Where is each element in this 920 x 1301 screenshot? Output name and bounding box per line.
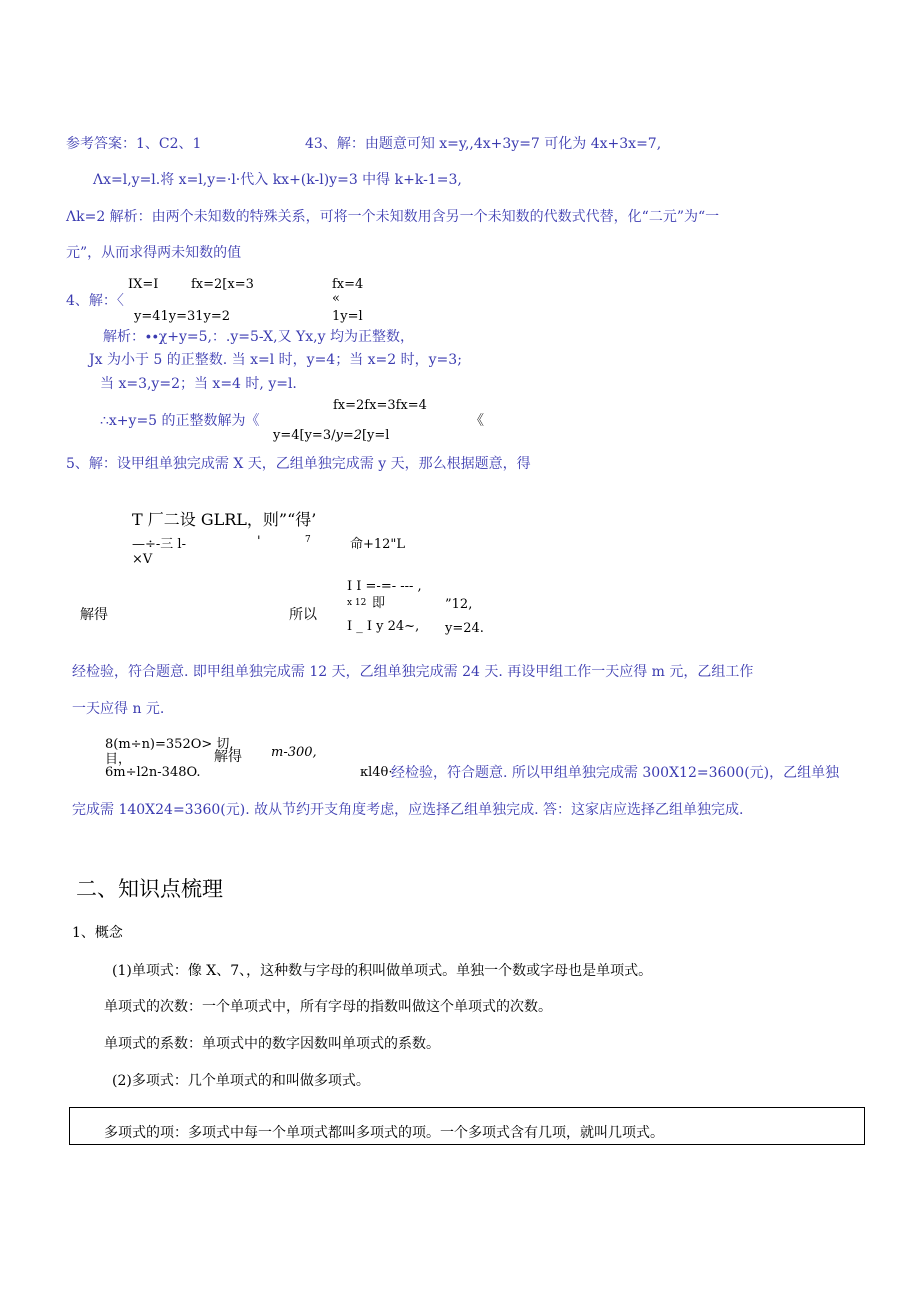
q5-garbled-eq-2d: 命+12"L	[350, 537, 406, 552]
concept-heading: 1、概念	[72, 925, 123, 941]
q5-money-eq-1: 8(m÷n)=352O> 切,	[105, 737, 234, 752]
answer-line-3: Λk=2 解析：由两个未知数的特殊关系，可将一个未知数用含另一个未知数的代数式代替，化“二元”为“一	[66, 209, 720, 225]
answer-line-1a: 参考答案：1、C2、1	[66, 136, 202, 152]
q5-money-jiede: 解得	[214, 749, 242, 765]
q5-garbled-eq-3: ×V	[132, 552, 153, 567]
q5-system-line-2: 即	[372, 596, 386, 611]
answer-line-2: Λx=l,y=l.将 x=l,y=·l·代入 kx+(k-l)y=3 中得 k+k-1=3,	[93, 172, 462, 188]
q4-system-top-c: fx=4	[332, 277, 364, 292]
q5-y-result: y=24.	[445, 621, 484, 636]
q5-check-1: 经检验，符合题意. 即甲组单独完成需 12 天，乙组单独完成需 24 天. 再设甲组工作一天应得 m 元，乙组工作	[72, 664, 754, 680]
q5-system-subscript: x 12	[347, 598, 367, 608]
q5-garbled-eq-1: T 厂二设 GLRL，则”“得’	[132, 510, 317, 529]
q5-money-eq-2: 6m÷l2n-348O.	[105, 765, 201, 780]
q5-money-mu: 目，	[105, 752, 132, 767]
q5-jiede-label: 解得	[80, 607, 108, 623]
polynomial-definition: (2)多项式：几个单项式的和叫做多项式。	[112, 1073, 370, 1089]
monomial-coefficient: 单项式的系数：单项式中的数字因数叫单项式的系数。	[104, 1036, 440, 1052]
answer-line-4: 元”，从而求得两未知数的值	[66, 245, 242, 261]
answer-line-1b: 43、解：由题意可知 x=y,,4x+3y=7 可化为 4x+3x=7,	[305, 136, 662, 152]
q5-x-result: ”12,	[445, 597, 473, 612]
section-title: 二、知识点梳理	[76, 877, 223, 901]
q5-check-2: 一天应得 n 元.	[72, 701, 165, 717]
q4-solution-label: ∴x+y=5 的正整数解为《	[100, 413, 260, 429]
q5-garbled-eq-2b: '	[257, 534, 261, 549]
q4-guillemet: «	[332, 291, 340, 306]
q5-final-1: 经检验，符合题意. 所以甲组单独完成需 300X12=3600(元)，乙组单独	[391, 765, 840, 781]
polynomial-term-text: 多项式的项：多项式中每一个单项式都叫多项式的项。一个多项式含有几项，就叫几项式。	[104, 1125, 664, 1141]
q5-system-line-3: I _ I y 24~,	[347, 619, 420, 634]
q4-solution-top: fx=2fx=3fx=4	[333, 398, 427, 413]
q4-system-top-b: fx=2[x=3	[191, 277, 254, 292]
q4-solution-bottom-a: y=4[y=3/	[273, 428, 336, 443]
q5-money-m: m-300,	[271, 745, 317, 760]
q5-final-2: 完成需 140X24=3360(元). 故从节约开支角度考虑，应选择乙组单独完成. 答：这家店应选择乙组单独完成.	[72, 802, 744, 818]
polynomial-term-box	[69, 1107, 865, 1145]
monomial-degree: 单项式的次数：一个单项式中，所有字母的指数叫做这个单项式的次数。	[104, 999, 552, 1015]
q4-analysis-1: 解析：∙∙χ+y=5,：.y=5-X,又 Yx,y 均为正整数，	[103, 329, 414, 345]
q4-system-bottom-c: 1y=l	[332, 309, 363, 324]
q5-garbled-eq-2a: —÷-三 l-	[132, 537, 186, 552]
q4-analysis-3: 当 x=3,y=2；当 x=4 时, y=l.	[100, 376, 297, 392]
q4-system-top-a: IX=I	[128, 277, 159, 292]
q5-money-kl: κl4θ·	[360, 765, 393, 780]
q4-label: 4、解：〈	[66, 293, 124, 309]
q4-system-bottom-ab: y=41y=31y=2	[134, 309, 231, 324]
q5-system-line-1: I I =-=- --- ,	[347, 579, 422, 594]
q4-solution-bottom-c: [y=l	[361, 428, 390, 443]
q4-solution-bottom-b: y=2	[335, 428, 362, 443]
q4-analysis-2: Jx 为小于 5 的正整数. 当 x=l 时，y=4；当 x=2 时，y=3;	[89, 352, 462, 368]
monomial-definition: (1)单项式：像 X、7、，这种数与字母的积叫做单项式。单独一个数或字母也是单项式。	[112, 963, 653, 979]
q5-suoyi-label: 所以	[289, 607, 317, 623]
q4-solution-guillemet: 《	[470, 413, 484, 429]
q5-garbled-eq-2c: 7	[305, 535, 311, 545]
q5-intro: 5、解：设甲组单独完成需 X 天，乙组单独完成需 y 天，那么根据题意，得	[66, 456, 531, 472]
q4-solution-bottom	[273, 429, 389, 442]
